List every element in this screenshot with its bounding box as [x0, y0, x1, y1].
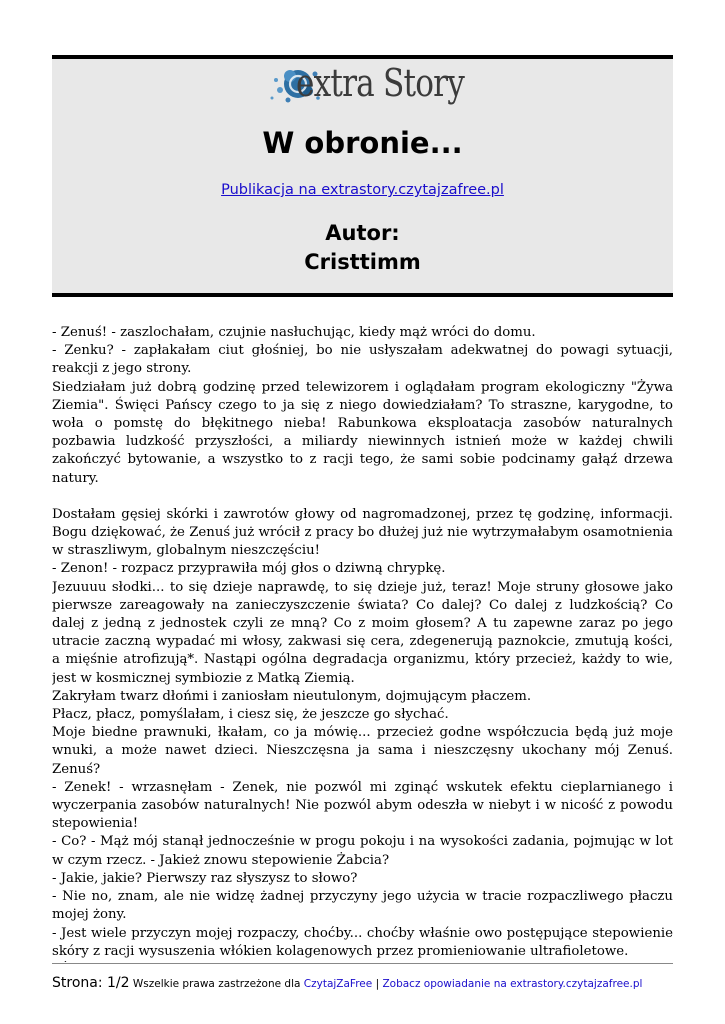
page-footer [52, 975, 692, 991]
story-content [52, 324, 673, 962]
paragraph: - Nie no, znam, ale nie widzę żadnej przyczyny jego użycia w tracie rozpaczliwego płaczu mojej żony. [52, 889, 673, 923]
paragraph [52, 961, 673, 962]
paragraph: - Zenuś! - zaszlochałam, czujnie nasłuchując, kiedy mąż wróci do domu. [52, 325, 536, 340]
paragraph: - Zenon! - rozpacz przyprawiła mój głos o dziwną chrypkę. [52, 561, 446, 577]
paragraph: Siedziałam już dobrą godzinę przed telewizorem i oglądałam program ekologiczny "Żywa Ziemia". Święci Pańscy czego to ja się z niego dowiedziałam? To straszne, karygodne, to woła o pomstę do błękitnego nieba! Rabunkowa eksploatacja zasobów naturalnych pozbawia ludzkość przyszłości, a miliardy niewinnych istnień może w każdej chwili zakończyć bytowanie, a wszystko to z racji tego, że sami sobie podcinamy gałąź drzewa natury. [52, 379, 673, 486]
page-number: Strona: 1/2 [52, 975, 130, 991]
paragraph: - Jest wiele przyczyn mojej rozpaczy, choćby... choćby właśnie owo postępujące stepowienie skóry z racji wysuszenia włókien kolagenowych przez promieniowanie ultrafioletowe. [52, 925, 673, 959]
paragraph: Jezuuuu słodki... to się dzieje naprawdę, to się dzieje już, teraz! Moje struny głosowe jako pierwsze zareagowały na zanieczyszczenie świata? Co dalej? Co dalej z ludzkością? Co dalej z jedną z jednostek czyli ze mną? Co z moim głosem? A tu zapewne zaraz po jego utracie zaczną wypadać mi włosy, zakwasi się cera, zdegenerują paznokcie, zmutują kości, a mięśnie atrofizują*. Nastąpi ogólna degradacja organizmu, który przecież, każdy to wie, jest w kosmicznej symbiozie z Matką Ziemią. [52, 579, 673, 686]
paragraph: Płacz, płacz, pomyślałam, i ciesz się, że jeszcze go słychać. [52, 707, 449, 723]
paragraph: - Co? - Mąż mój stanął jednocześnie w progu pokoju i na wysokości zadania, pojmując w lot w czym rzecz. - Jakież znowu stepowienie Żabcia? [52, 834, 673, 868]
rights-text: Wszelkie prawa zastrzeżone dla [132, 978, 301, 990]
paragraph: - Zenek! - wrzasnęłam - Zenek, nie pozwól mi zginąć wskutek efektu cieplarnianego i wyczerpania zasobów naturalnych! Nie pozwól abym odeszła w niebyt i w nicość z powodu stepowienia! [52, 779, 673, 832]
czytajzafree-link[interactable]: CzytajZaFree [303, 978, 373, 990]
paragraph: - Jakie, jakie? Pierwszy raz słyszysz to słowo? [52, 870, 358, 886]
publication-link[interactable]: Publikacja na extrastory.czytajzafree.pl [221, 182, 504, 198]
paragraph: - Zenku? - zapłakałam ciut głośniej, bo nie usłyszałam adekwatnej do powagi sytuacji, reakcji z jego strony. [52, 343, 673, 377]
story-link[interactable]: Zobacz opowiadanie na extrastory.czytajzafree.pl [382, 978, 643, 990]
paragraph: Zakryłam twarz dłońmi i zaniosłam nieutulonym, dojmującym płaczem. [52, 688, 532, 704]
author-label: Autor: [325, 221, 400, 245]
footer-divider [52, 963, 673, 964]
page-title: W obronie... [262, 126, 463, 160]
footer-separator: | [375, 978, 380, 990]
paragraph: Moje biedne prawnuki, łkałam, co ja mówię... przecież godne współczucia będą już moje wnuki, a może nawet dzieci. Nieszczęsna ja sama i nieszczęsny ukochany mój Zenuś. Zenuś? [52, 725, 673, 777]
paragraph: Dostałam gęsiej skórki i zawrotów głowy od nagromadzonej, przez tę godzinę, informacji. Bogu dziękować, że Zenuś już wrócił z pracy bo dłużej już nie wytrzymałabym osamotnienia w straszliwym, globalnym nieszczęściu! [52, 506, 673, 559]
author-name: Cristtimm [304, 250, 421, 274]
logo-text: extra Story [296, 61, 465, 105]
